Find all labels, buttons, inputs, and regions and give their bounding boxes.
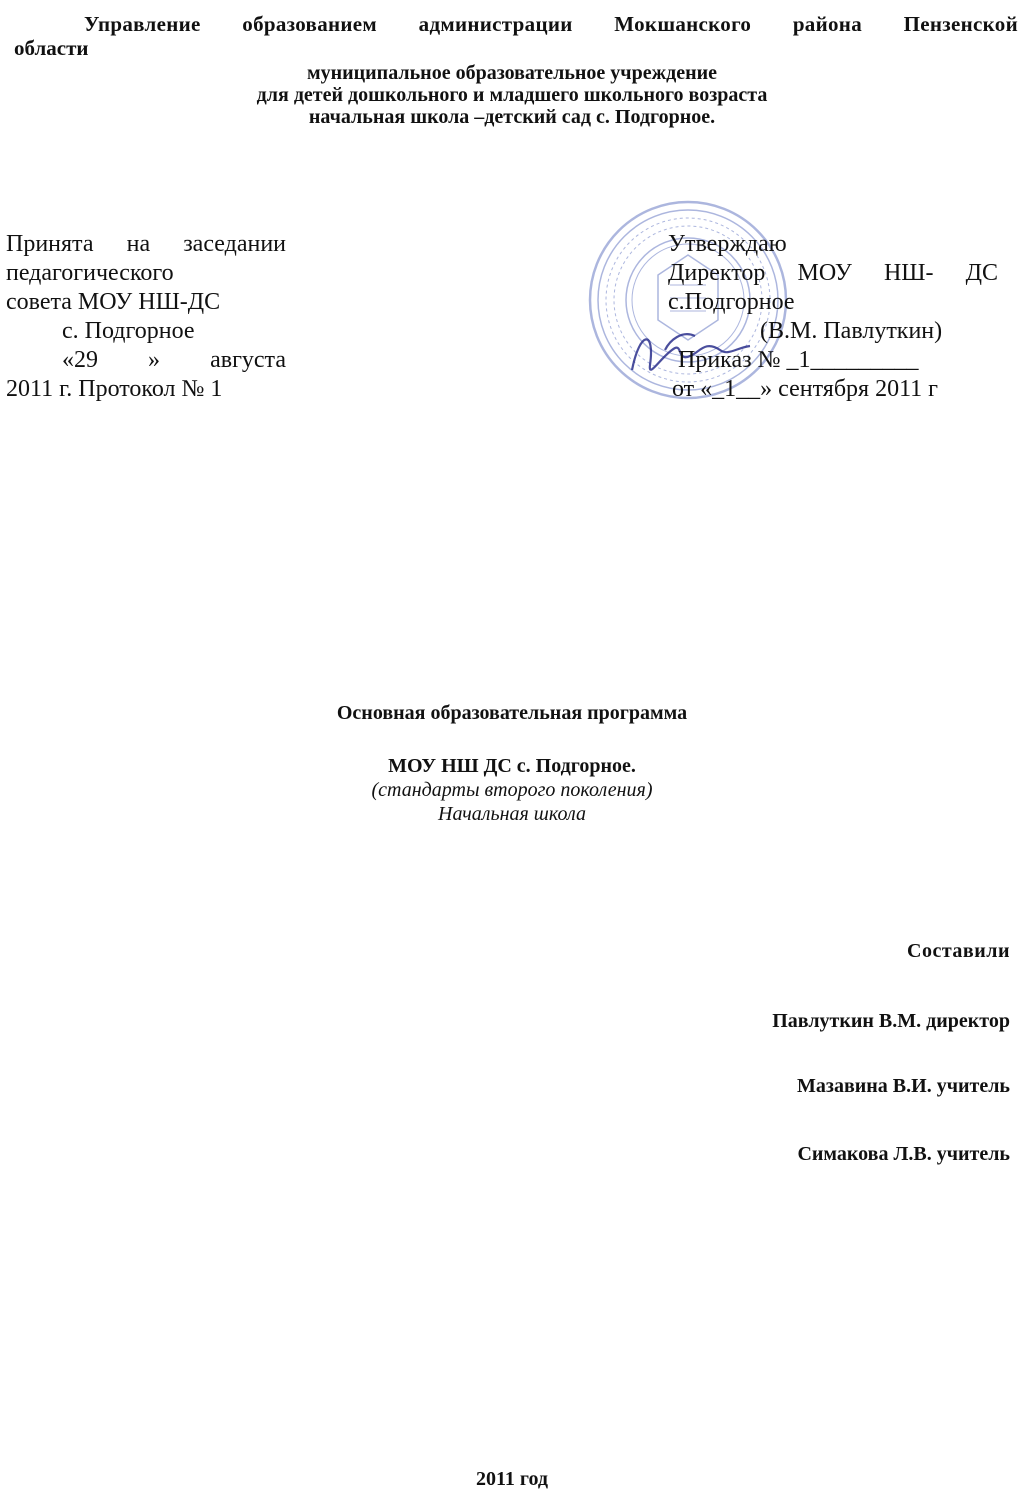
adopted-date: «29 » августа — [62, 347, 286, 373]
author-item: Павлуткин В.М. директор — [772, 1010, 1010, 1032]
approved-line-3: с.Подгорное — [668, 289, 795, 315]
adopted-protocol: 2011 г. Протокол № 1 — [6, 376, 223, 402]
adopted-line-1: Принята на заседании — [6, 231, 286, 257]
program-standard: (стандарты второго поколения) — [371, 779, 653, 801]
program-school: МОУ НШ ДС с. Подгорное. — [388, 755, 636, 777]
authors-label: Составили — [907, 940, 1010, 962]
document-year: 2011 год — [475, 1468, 549, 1490]
adopted-line-2: педагогического — [6, 260, 174, 286]
approved-director-name: (В.М. Павлуткин) — [760, 318, 943, 344]
institution-header — [0, 62, 1024, 128]
adopted-line-4: с. Подгорное — [62, 318, 195, 344]
approved-order: Приказ № _1_________ — [678, 347, 919, 373]
author-item: Мазавина В.И. учитель — [797, 1075, 1010, 1097]
approved-line-2: Директор МОУ НШ- ДС — [668, 260, 998, 286]
institution-line-2: для детей дошкольного и младшего школьного возраста — [256, 84, 768, 106]
approved-date: от «_1__» сентября 2011 г — [672, 376, 939, 402]
institution-line-1: муниципальное образовательное учреждение — [306, 62, 718, 84]
authority-header-line1: Управление образованием администрации Мокшанского района Пензенской — [84, 12, 1018, 36]
approved-block — [668, 230, 998, 404]
author-item: Симакова Л.В. учитель — [797, 1143, 1010, 1165]
program-title-block — [0, 700, 1024, 826]
institution-line-3: начальная школа –детский сад с. Подгорное. — [308, 106, 716, 128]
adopted-block — [6, 230, 286, 404]
program-level: Начальная школа — [438, 803, 586, 825]
authority-header-line2: области — [14, 36, 89, 60]
program-title: Основная образовательная программа — [336, 702, 688, 724]
approved-line-1: Утверждаю — [668, 231, 787, 257]
adopted-line-3: совета МОУ НШ-ДС — [6, 289, 221, 315]
